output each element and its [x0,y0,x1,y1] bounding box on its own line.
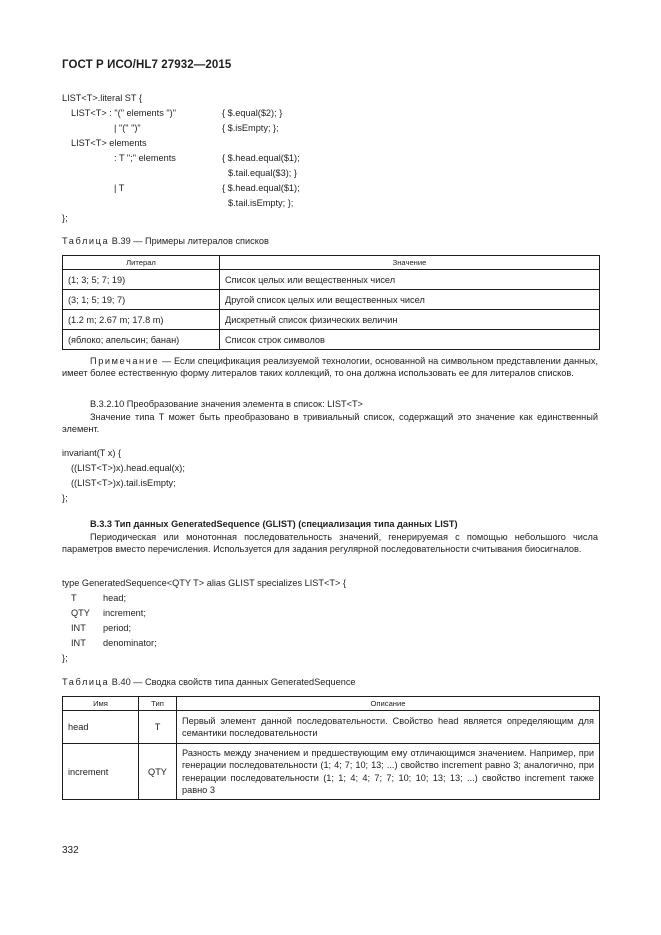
column-header: Значение [220,256,600,270]
table-caption [62,677,356,687]
column-header: Описание [177,697,600,711]
paragraph-text: Периодическая или монотонная последовательность значений, генерируемая с помощью небольшого числа параметров вместо перечисления. Используется для задания регулярной последовательности считывания биосигналов. [62,532,598,555]
table-cell: Другой список целых или вещественных чисел [220,290,600,310]
code-line: { $.isEmpty; }; [222,123,279,133]
table-row [63,290,600,310]
table-row [63,330,600,350]
table-cell: QTY [139,744,177,800]
table-cell: Дискретный список физических величин [220,310,600,330]
table-cell: (3; 1; 5; 19; 7) [63,290,220,310]
table-header-row [63,697,600,711]
code-line: LIST<T>.literal ST { [62,93,143,103]
table-caption-text: B.40 — Сводка свойств типа данных GeneratedSequence [109,677,356,687]
table-caption-prefix: Таблица [62,236,110,246]
document-header: ГОСТ Р ИСО/HL7 27932—2015 [62,59,232,71]
code-line: $.tail.equal($3); } [228,168,297,178]
section-b33-text [62,531,598,556]
code-line: INT [71,638,86,648]
table-row [63,711,600,744]
table-caption-text: B.39 — Примеры литералов списков [109,236,269,246]
note-paragraph [62,355,598,380]
note-text: — Если спецификация реализуемой технологии, основанной на символьном представлении данных, имеет более естественную форму литералов таких коллекций, то она должна использовать ее для литералов списков. [62,356,598,379]
table-cell: increment [63,744,139,800]
section-b33 [62,518,598,530]
section-title: B.3.3 Тип данных GeneratedSequence (GLIST) (специализация типа данных LIST) [90,519,458,529]
table-list-literals [62,255,600,350]
section-title: B.3.2.10 Преобразование значения элемента в список: LIST<T> [90,399,363,409]
code-line: increment; [103,608,146,618]
table-cell: head [63,711,139,744]
code-line: }; [62,493,68,503]
table-caption-prefix: Таблица [62,677,110,687]
code-line: | T [114,183,125,193]
code-line: LIST<T> : "(" elements ")" [71,108,176,118]
table-caption [62,236,269,246]
code-line: }; [62,653,68,663]
page-number: 332 [62,845,79,856]
table-cell: Список строк символов [220,330,600,350]
code-line: head; [103,593,126,603]
code-line: }; [62,213,68,223]
code-line: | "(" ")" [114,123,141,133]
section-b3210-text [62,411,598,436]
section-b3210 [62,398,598,410]
code-line: denominator; [103,638,157,648]
code-line: $.tail.isEmpty; }; [228,198,294,208]
table-cell: Список целых или вещественных чисел [220,270,600,290]
note-label: Примечание [90,356,160,366]
code-line: { $.head.equal($1); [222,183,300,193]
code-line: ((LIST<T>)x).head.equal(x); [71,463,185,473]
table-row [63,744,600,800]
table-row [63,270,600,290]
column-header: Имя [63,697,139,711]
table-row [63,310,600,330]
code-line: : T ";" elements [114,153,176,163]
table-cell: (1.2 m; 2.67 m; 17.8 m) [63,310,220,330]
column-header: Литерал [63,256,220,270]
code-line: LIST<T> elements [71,138,147,148]
table-cell: (1; 3; 5; 7; 19) [63,270,220,290]
code-line: { $.equal($2); } [222,108,283,118]
table-header-row [63,256,600,270]
table-cell: Разность между значением и предшествующим ему отличающимся значением. Например, при генерации последовательности (1; 4; 7; 10; 13; ...) свойство increment равно 3; аналогично, при генерации последовательности (1; 1; 4; 4; 7; 7; 10; 10; 13; 13; ...) свойство increment также равно 3 [177,744,600,800]
code-line: invariant(T x) { [62,448,122,458]
code-line: ((LIST<T>)x).tail.isEmpty; [71,478,176,488]
table-cell: (яблоко; апельсин; банан) [63,330,220,350]
column-header: Тип [139,697,177,711]
code-line: QTY [71,608,90,618]
code-line: { $.head.equal($1); [222,153,300,163]
table-cell: T [139,711,177,744]
code-line: T [71,593,77,603]
code-line: INT [71,623,86,633]
code-line: type GeneratedSequence<QTY T> alias GLIST specializes LIST<T> { [62,578,346,588]
paragraph-text: Значение типа T может быть преобразовано в тривиальный список, содержащий это значение как единственный элемент. [62,412,598,435]
table-cell: Первый элемент данной последовательности. Свойство head является определяющим для семантики последовательности [177,711,600,744]
code-line: period; [103,623,132,633]
table-generated-sequence-properties [62,696,600,800]
